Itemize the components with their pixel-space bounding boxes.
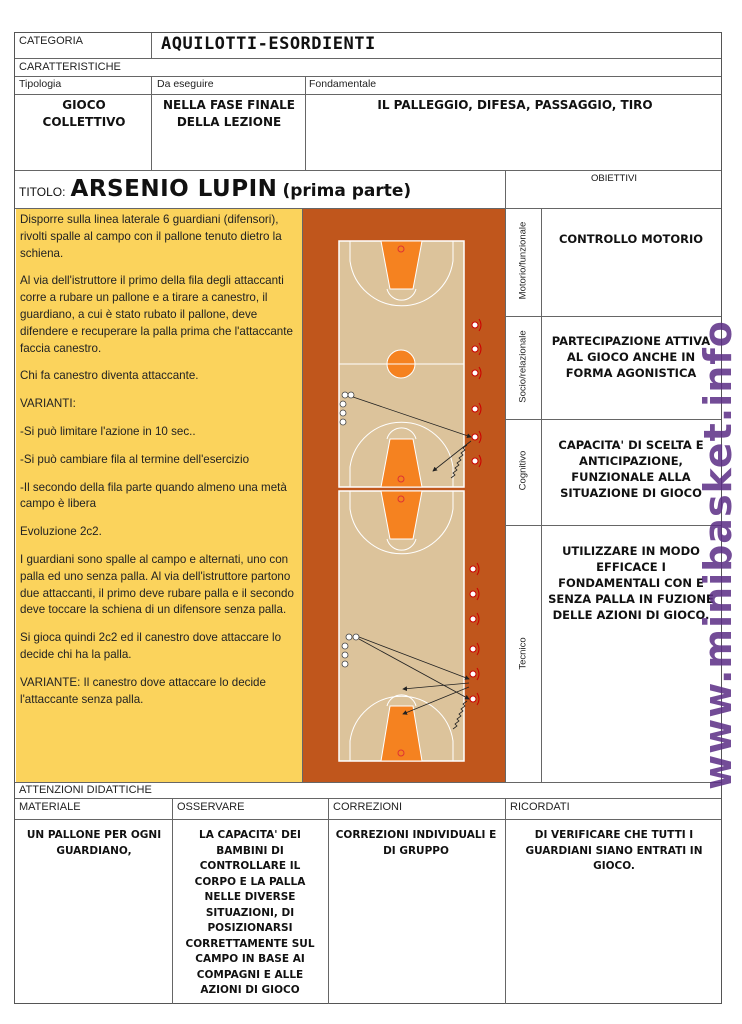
materiale-text: UN PALLONE PER OGNI GUARDIANO, [26,829,162,857]
lower-court [339,491,464,761]
watermark [696,285,740,825]
title-suffix: (prima parte) [282,181,412,201]
categoria-label: CATEGORIA [19,35,83,47]
objective-area-socio: Socio/relazionale [517,330,529,403]
correzioni-text: CORREZIONI INDIVIDUALI E DI GRUPPO [335,829,497,857]
description-p9: I guardiani sono spalle al campo e alternati, uno con palla ed uno senza palla. Al via dell'istruttore partono due attaccanti, il primo deve rubare palla e il secondo deve toccare la schiena di un difensore senza palla. [20,552,294,617]
caratteristiche-label: CARATTERISTICHE [19,61,121,73]
description-panel [16,209,302,782]
description-p7: -Il secondo della fila parte quando almeno una metà campo è libera [20,480,287,511]
correzioni-label: CORREZIONI [333,801,403,813]
osservare-label: OSSERVARE [177,801,245,813]
fondamentale-value: IL PALLEGGIO, DIFESA, PASSAGGIO, TIRO [377,98,653,112]
description-p11: VARIANTE: Il canestro dove attaccare lo decide l'attaccante senza palla. [20,675,266,706]
description-p6: -Si può cambiare fila al termine dell'esercizio [20,452,250,466]
title-prefix: TITOLO: [19,185,66,199]
didactic-header: ATTENZIONI DIDATTICHE [19,784,152,796]
fondamentale-label: Fondamentale [309,78,377,90]
da-eseguire-value: NELLA FASE FINALE DELLA LEZIONE [163,98,295,129]
description-p10: Si gioca quindi 2c2 ed il canestro dove attaccare lo decide chi ha la palla. [20,631,282,661]
description-p8: Evoluzione 2c2. [20,525,102,539]
description-p3: Chi fa canestro diventa attaccante. [20,369,199,383]
objective-socio-text: PARTECIPAZIONE ATTIVA AL GIOCO ANCHE IN FORMA AGONISTICA [551,334,711,380]
tipologia-label: Tipologia [19,78,62,90]
upper-court [339,241,464,487]
objective-motorio-text: CONTROLLO MOTORIO [558,232,704,246]
description-p4: VARIANTI: [20,397,76,411]
objective-area-tecnico: Tecnico [517,637,529,670]
objective-area-motorio: Motorio/funzionale [517,221,529,300]
watermark-text: www.minibasket.info [696,320,740,790]
lesson-sheet [14,32,722,1004]
categoria-value: AQUILOTTI-ESORDIENTI [161,34,376,54]
description-p1: Disporre sulla linea laterale 6 guardiani (difensori), rivolti spalle al campo con il pallone tenuto dietro la schiena. [20,213,282,260]
osservare-text: LA CAPACITA' DEI BAMBINI DI CONTROLLARE IL CORPO E LA PALLA NELLE DIVERSE SITUAZIONI, DI POSIZIONARSI CORRETTAMENTE SUL CAMPO IN BASE AI COMPAGNI E ALLE AZIONI DI GIOCO [185,829,315,996]
objectives-header: OBIETTIVI [591,173,637,184]
objective-area-cognitivo: Cognitivo [517,450,529,491]
materiale-label: MATERIALE [19,801,81,813]
court-diagram [303,209,505,782]
description-p5: -Si può limitare l'azione in 10 sec.. [20,424,196,438]
da-eseguire-label: Da eseguire [157,78,214,90]
tipologia-value: GIOCO COLLETTIVO [42,98,126,129]
objective-tecnico-text: UTILIZZARE IN MODO EFFICACE I FONDAMENTALI CON E SENZA PALLA IN FUZIONE DELLE AZIONI DI GIOCO. [548,544,714,622]
title-main: ARSENIO LUPIN [70,176,278,202]
ricordati-label: RICORDATI [510,801,570,813]
description-p2: Al via dell'istruttore il primo della fila degli attaccanti corre a rubare un pallone e a tirare a canestro, il guardiano, a cui è stato rubato il pallone, deve difendere e recuperare la palla prima che l'attaccante faccia canestro. [20,274,293,355]
ricordati-text: DI VERIFICARE CHE TUTTI I GUARDIANI SIANO ENTRATI IN GIOCO. [525,829,703,872]
page-title [19,176,411,202]
objective-cognitivo-text: CAPACITA' DI SCELTA E ANTICIPAZIONE, FUNZIONALE ALLA SITUAZIONE DI GIOCO [558,438,704,500]
